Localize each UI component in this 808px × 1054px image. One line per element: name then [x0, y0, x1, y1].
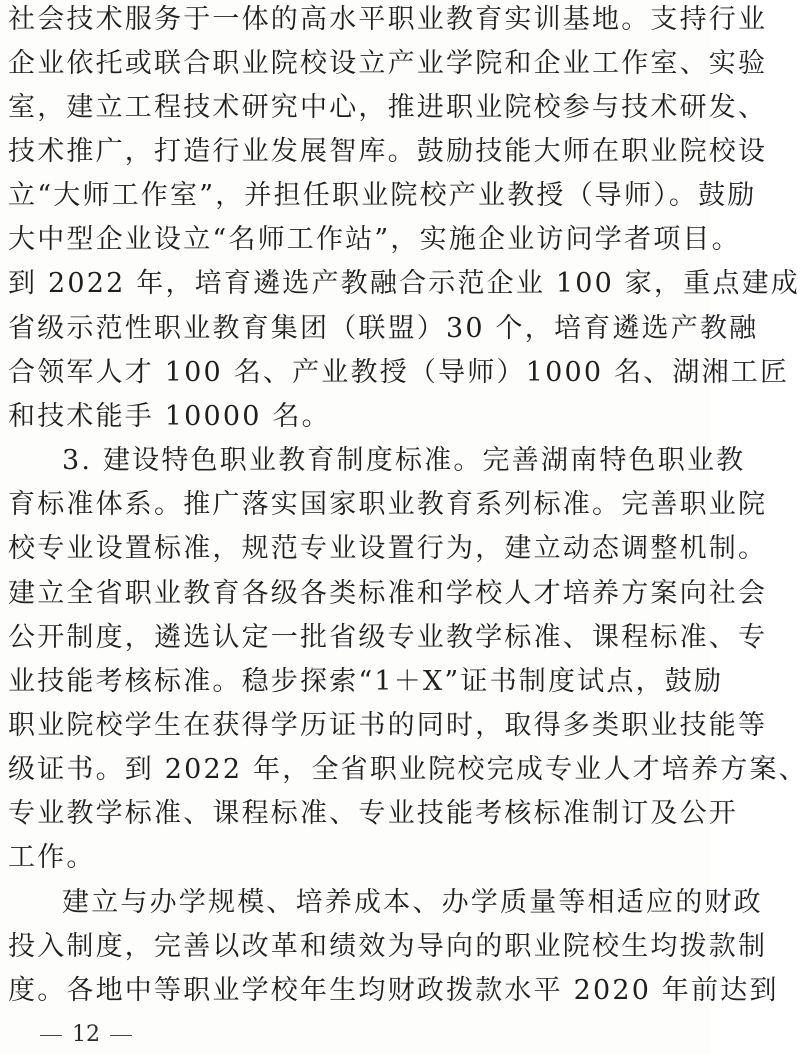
text-line: 企业依托或联合职业院校设立产业学院和企业工作室、实验 [8, 48, 768, 79]
text-line: 和技术能手 10000 名。 [8, 401, 331, 432]
page-number: 12 [72, 1022, 100, 1047]
text-line: 合领军人才 100 名、产业教授（导师）1000 名、湖湘工匠 [8, 357, 790, 388]
text-line: 建立全省职业教育各级各类标准和学校人才培养方案向社会 [8, 578, 768, 609]
text-line: 度。各地中等职业学校年生均财政拨款水平 2020 年前达到 [8, 975, 779, 1006]
text-line: 工作。 [8, 842, 96, 873]
text-line: 专业教学标准、课程标准、专业技能考核标准制订及公开 [8, 798, 738, 829]
section-heading-line: 3. 建设特色职业教育制度标准。完善湖南特色职业教 [62, 445, 746, 476]
page-footer [30, 1020, 142, 1050]
text-line: 省级示范性职业教育集团（联盟）30 个，培育遴选产教融 [8, 313, 759, 344]
text-line: 校专业设置标准，规范专业设置行为，建立动态调整机制。 [8, 533, 768, 564]
footer-dash-right [110, 1035, 132, 1036]
text-line: 到 2022 年，培育遴选产教融合示范企业 100 家，重点建成 [8, 268, 800, 299]
text-line: 室，建立工程技术研究中心，推进职业院校参与技术研发、 [8, 92, 768, 123]
text-line: 育标准体系。推广落实国家职业教育系列标准。完善职业院 [8, 489, 768, 520]
text-line: 大中型企业设立“名师工作站”，实施企业访问学者项目。 [8, 224, 741, 255]
text-line: 投入制度，完善以改革和绩效为导向的职业院校生均拨款制 [8, 931, 768, 962]
text-line: 职业院校学生在获得学历证书的同时，取得多类职业技能等 [8, 710, 768, 741]
paragraph-start-line: 建立与办学规模、培养成本、办学质量等相适应的财政 [62, 887, 763, 918]
text-line: 立“大师工作室”，并担任职业院校产业教授（导师）。鼓励 [8, 180, 757, 211]
text-line: 技术推广，打造行业发展智库。鼓励技能大师在职业院校设 [8, 136, 768, 167]
text-line: 社会技术服务于一体的高水平职业教育实训基地。支持行业 [8, 4, 768, 35]
footer-dash-left [40, 1035, 62, 1036]
text-line: 业技能考核标准。稳步探索“1＋X”证书制度试点，鼓励 [8, 666, 724, 697]
text-line: 公开制度，遴选认定一批省级专业教学标准、课程标准、专 [8, 622, 768, 653]
text-line: 级证书。到 2022 年，全省职业院校完成专业人才培养方案、 [8, 754, 808, 785]
